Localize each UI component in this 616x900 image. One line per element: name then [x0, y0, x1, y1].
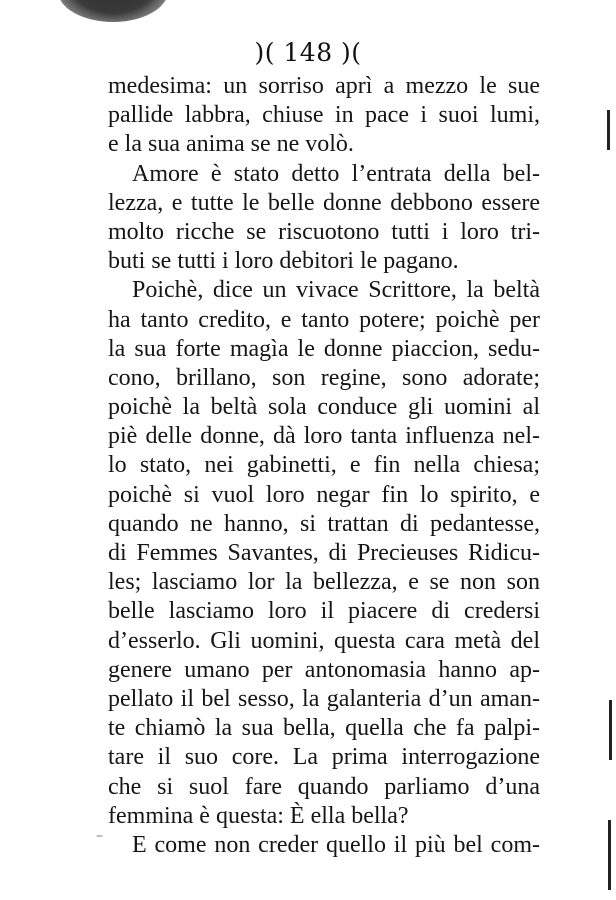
text-line: che si suol fare quando parliamo d’una — [108, 773, 540, 800]
text-line: e la sua anima se ne volò. — [108, 131, 354, 158]
margin-dash: – — [96, 828, 103, 844]
text-line: Poichè, dice un vivace Scrittore, la beltà — [132, 277, 540, 304]
text-line: buti se tutti i loro debitori le pagano. — [108, 248, 459, 275]
text-line: lo stato, nei gabinetti, e fin nella chiesa; — [108, 452, 540, 479]
page-edge-mark — [607, 110, 610, 150]
text-line: Amore è stato detto l’entrata della bel- — [132, 160, 540, 187]
text-line: genere umano per antonomasia hanno ap- — [108, 656, 540, 683]
text-line: poichè la beltà sola conduce gli uomini al — [108, 394, 540, 421]
text-line: femmina è questa: È ella bella? — [108, 802, 409, 829]
page-edge-mark — [608, 820, 611, 890]
text-line: belle lasciamo loro il piacere di credersi — [108, 598, 540, 625]
page-edge-mark — [609, 700, 612, 760]
text-line: pallide labbra, chiuse in pace i suoi lumi, — [108, 102, 540, 129]
text-line: d’esserlo. Gli uomini, questa cara metà del — [108, 627, 540, 654]
text-line: molto ricche se riscuotono tutti i loro tri- — [108, 218, 540, 245]
text-line: tare il suo core. La prima interrogazione — [108, 744, 540, 771]
text-line: ha tanto credito, e tanto potere; poichè per — [108, 306, 540, 333]
text-line: E come non creder quello il più bel com- — [132, 831, 540, 858]
text-line: pellato il bel sesso, la galanteria d’un aman- — [108, 685, 540, 712]
text-line: lezza, e tutte le belle donne debbono essere — [108, 189, 540, 216]
text-line: poichè si vuol loro negar fin lo spirito, e — [108, 481, 540, 508]
body-text — [108, 72, 540, 860]
text-line: cono, brillano, son regine, sono adorate; — [108, 364, 540, 391]
text-line: les; lasciamo lor la bellezza, e se non son — [108, 569, 540, 596]
text-line: te chiamò la sua bella, quella che fa palpi- — [108, 715, 540, 742]
text-line: quando ne hanno, si trattan di pedantesse, — [108, 510, 540, 537]
ink-blot — [58, 0, 168, 22]
text-line: medesima: un sorriso aprì a mezzo le sue — [108, 73, 540, 99]
text-line: piè delle donne, dà loro tanta influenza nel- — [108, 423, 540, 450]
text-line: la sua forte magìa le donne piaccion, sedu- — [108, 335, 540, 362]
page-number-header: )( 148 )( — [254, 38, 362, 67]
text-line: di Femmes Savantes, di Precieuses Ridicu- — [108, 540, 540, 566]
